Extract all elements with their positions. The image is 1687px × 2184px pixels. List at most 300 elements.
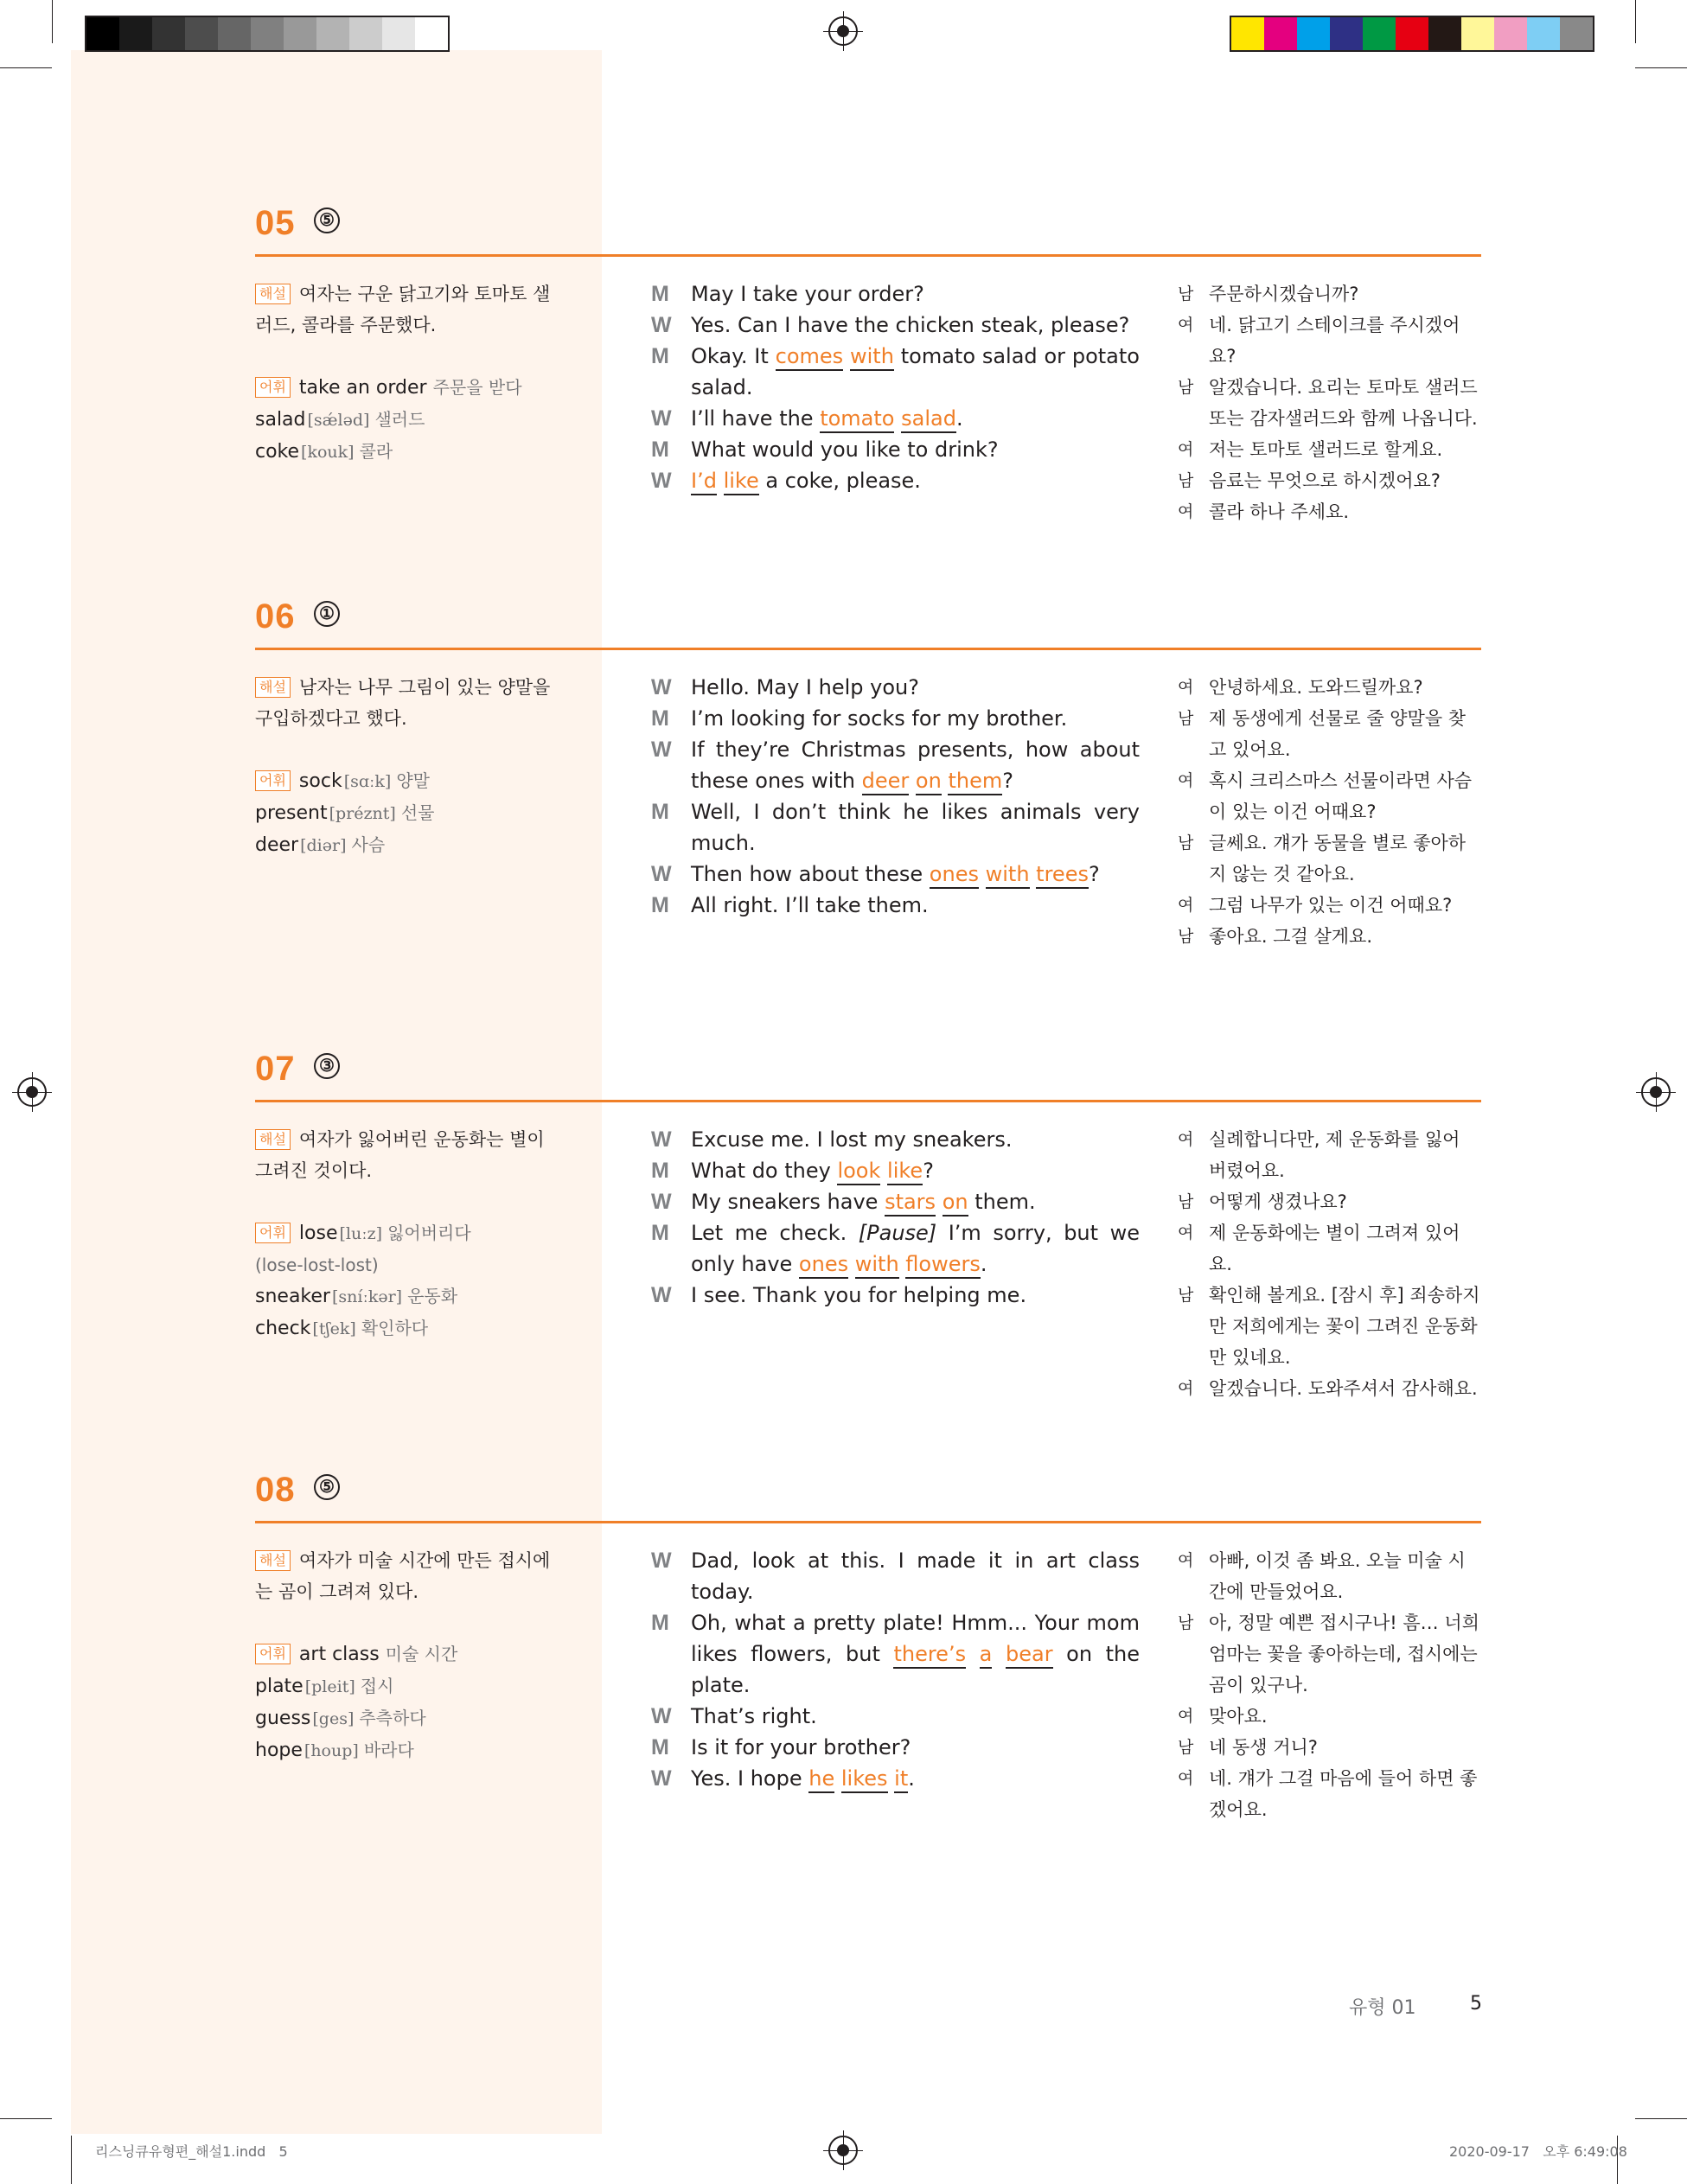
- dialogue-segment: I’ll have the: [691, 406, 821, 431]
- registration-mark-bottom: [828, 2136, 858, 2165]
- slug-datetime: 2020-09-17 오후 6:49:08: [1449, 2143, 1627, 2160]
- dialogue-segment: ?: [1002, 769, 1013, 793]
- vocab-meaning: 잃어버리다: [387, 1223, 471, 1243]
- vocab-meaning: 바라다: [363, 1740, 414, 1760]
- dialogue-line: [651, 1701, 1140, 1732]
- speaker-label: W: [651, 406, 672, 431]
- color-swatch: [1428, 17, 1461, 50]
- translation-line: [1178, 703, 1480, 765]
- dialogue-segment: Is it for your brother?: [691, 1735, 911, 1759]
- speaker-label: 여: [1178, 896, 1194, 915]
- translation-text: 콜라 하나 주세요.: [1209, 501, 1350, 522]
- vocab-tag: 어휘: [255, 1644, 291, 1664]
- vocab-meaning: 확인하다: [361, 1318, 429, 1338]
- dialogue-segment: [717, 469, 724, 493]
- dialogue-segment: [909, 769, 916, 793]
- dialogue-line: [651, 703, 1140, 734]
- speaker-label: W: [651, 1283, 672, 1307]
- vocab-item: [255, 1638, 558, 1670]
- vocab-meaning: 샐러드: [374, 409, 425, 430]
- speaker-label: 남: [1178, 1192, 1194, 1211]
- crop-mark: [0, 2118, 52, 2119]
- vocab-item: [255, 765, 558, 797]
- color-swatch: [1231, 17, 1264, 50]
- speaker-label: 여: [1178, 440, 1194, 459]
- vocab-pronunciation: [sǽləd]: [307, 411, 370, 430]
- color-swatch: [1330, 17, 1363, 50]
- korean-translation: [1178, 1545, 1480, 1825]
- speaker-label: 여: [1178, 1551, 1194, 1570]
- dialogue-text: [691, 859, 1140, 890]
- question-section-07: [255, 1050, 1481, 1399]
- translation-text: 아빠, 이것 좀 봐요. 오늘 미술 시간에 만들었어요.: [1209, 1550, 1466, 1602]
- question-section-05: [255, 204, 1481, 522]
- dialogue-script: [651, 278, 1140, 496]
- explanation-tag: 해설: [255, 1129, 291, 1150]
- dialogue-script: [651, 1124, 1140, 1311]
- translation-text: 제 동생에게 선물로 줄 양말을 찾고 있어요.: [1209, 708, 1467, 760]
- speaker-label: 남: [1178, 284, 1194, 303]
- crop-mark: [52, 0, 53, 43]
- dialogue-text: [691, 734, 1140, 796]
- vocab-meaning: 양말: [396, 770, 430, 791]
- answer-mark: ①: [314, 601, 340, 627]
- translation-text: 알겠습니다. 요리는 토마토 샐러드 또는 감자샐러드와 함께 나옵니다.: [1209, 377, 1478, 429]
- vocab-item: [255, 797, 558, 829]
- dialogue-segment: .: [955, 406, 963, 431]
- color-swatch: [1363, 17, 1396, 50]
- translation-text: 네. 걔가 그걸 마음에 들어 하면 좋겠어요.: [1209, 1768, 1478, 1820]
- color-swatch: [1297, 17, 1330, 50]
- dialogue-line: [651, 1545, 1140, 1607]
- dialogue-segment: All right. I’ll take them.: [691, 893, 929, 917]
- dialogue-text: [691, 1217, 1140, 1280]
- translation-text: 알겠습니다. 도와주셔서 감사해요.: [1209, 1378, 1478, 1399]
- vocab-word: salad: [255, 409, 306, 431]
- dialogue-segment: I’m sorry, but we only have: [691, 1221, 1140, 1276]
- translation-line: [1178, 1701, 1480, 1732]
- color-swatch: [1396, 17, 1428, 50]
- crop-mark: [1635, 2118, 1687, 2119]
- translation-text: 실례합니다만, 제 운동화를 잃어 버렸어요.: [1209, 1129, 1460, 1181]
- speaker-label: 여: [1178, 502, 1194, 521]
- speaker-label: 여: [1178, 1130, 1194, 1149]
- blank-answer: a: [980, 1642, 993, 1669]
- translation-text: 제 운동화에는 별이 그려져 있어요.: [1209, 1223, 1460, 1274]
- vocab-item: [255, 1280, 558, 1312]
- color-swatch: [1494, 17, 1527, 50]
- translation-text: 저는 토마토 샐러드로 할게요.: [1209, 439, 1443, 460]
- crop-mark: [71, 2136, 72, 2184]
- dialogue-segment: Let me check.: [691, 1221, 859, 1245]
- dialogue-segment: [880, 1159, 887, 1183]
- dialogue-segment: tomato salad or potato salad.: [691, 344, 1140, 399]
- translation-text: 어떻게 생겼나요?: [1209, 1191, 1347, 1212]
- speaker-label: W: [651, 1704, 672, 1728]
- explanation-tag: 해설: [255, 284, 291, 304]
- speaker-label: 남: [1178, 471, 1194, 490]
- translation-line: [1178, 1373, 1480, 1404]
- vocab-tag: 어휘: [255, 770, 291, 791]
- vocab-word: check: [255, 1318, 311, 1339]
- dialogue-line: [651, 734, 1140, 796]
- translation-line: [1178, 278, 1480, 310]
- speaker-label: M: [651, 437, 669, 462]
- speaker-label: 남: [1178, 378, 1194, 397]
- dialogue-segment: [966, 1642, 980, 1666]
- translation-line: [1178, 1545, 1480, 1607]
- blank-answer: ones: [930, 862, 979, 889]
- vocab-pronunciation: [diər]: [300, 836, 347, 855]
- explanation-tag: 해설: [255, 677, 291, 698]
- vocab-meaning: 운동화: [407, 1286, 458, 1306]
- translation-line: [1178, 372, 1480, 434]
- translation-text: 글쎄요. 걔가 동물을 별로 좋아하지 않는 것 같아요.: [1209, 833, 1467, 884]
- dialogue-line: [651, 1186, 1140, 1217]
- speaker-label: 여: [1178, 1707, 1194, 1726]
- vocab-pronunciation: [préznt]: [329, 804, 396, 823]
- vocab-word: hope: [255, 1740, 303, 1761]
- grayscale-bar: [85, 16, 450, 52]
- explanation-column: [255, 1124, 558, 1344]
- vocab-item: [255, 1734, 558, 1766]
- dialogue-text: [691, 1701, 1140, 1732]
- translation-line: [1178, 890, 1480, 921]
- translation-text: 그럼 나무가 있는 이건 어때요?: [1209, 895, 1453, 916]
- speaker-label: 여: [1178, 771, 1194, 790]
- translation-line: [1178, 921, 1480, 952]
- dialogue-segment: ?: [1088, 862, 1100, 886]
- translation-line: [1178, 496, 1480, 527]
- dialogue-segment: them.: [968, 1190, 1036, 1214]
- blank-answer: salad: [901, 406, 956, 433]
- dialogue-script: [651, 672, 1140, 921]
- vocab-verb-forms: (lose-lost-lost): [255, 1255, 379, 1275]
- blank-answer: on: [943, 1190, 968, 1217]
- speaker-label: M: [651, 344, 669, 368]
- answer-mark: ③: [314, 1053, 340, 1079]
- question-number: 06: [255, 597, 296, 635]
- blank-answer: on: [916, 769, 942, 795]
- dialogue-segment: I see. Thank you for helping me.: [691, 1283, 1027, 1307]
- translation-line: [1178, 434, 1480, 465]
- speaker-label: W: [651, 675, 672, 699]
- blank-answer: it: [894, 1766, 908, 1793]
- vocab-word: art class: [298, 1644, 380, 1665]
- dialogue-line: [651, 278, 1140, 310]
- speaker-label: 남: [1178, 833, 1194, 853]
- speaker-label: M: [651, 1159, 669, 1183]
- color-swatch: [1461, 17, 1494, 50]
- vocab-pronunciation: [houp]: [304, 1741, 359, 1760]
- speaker-label: 남: [1178, 1286, 1194, 1305]
- vocab-meaning: 미술 시간: [385, 1644, 458, 1664]
- translation-text: 안녕하세요. 도와드릴까요?: [1209, 677, 1423, 698]
- speaker-label: M: [651, 800, 669, 824]
- speaker-label: M: [651, 1611, 669, 1635]
- vocab-item: [255, 1702, 558, 1734]
- dialogue-line: [651, 465, 1140, 496]
- dialogue-text: [691, 890, 1140, 921]
- vocab-meaning: 선물: [400, 802, 435, 823]
- vocab-item: [255, 372, 558, 404]
- speaker-label: W: [651, 1549, 672, 1573]
- translation-line: [1178, 1186, 1480, 1217]
- translation-text: 확인해 볼게요. [잠시 후] 죄송하지만 저희에게는 꽃이 그려진 운동화만 있네요.: [1209, 1285, 1480, 1368]
- translation-text: 네 동생 거니?: [1209, 1737, 1318, 1758]
- dialogue-segment: [843, 344, 850, 368]
- speaker-label: 여: [1178, 1379, 1194, 1398]
- answer-mark: ⑤: [314, 1474, 340, 1500]
- dialogue-text: [691, 1763, 1140, 1794]
- explanation-column: [255, 1545, 558, 1766]
- blank-answer: deer: [862, 769, 910, 795]
- dialogue-text: [691, 1155, 1140, 1186]
- vocab-pronunciation: [ges]: [312, 1709, 355, 1728]
- korean-translation: [1178, 278, 1480, 527]
- dialogue-line: [651, 1763, 1140, 1794]
- dialogue-text: [691, 465, 1140, 496]
- translation-line: [1178, 672, 1480, 703]
- translation-line: [1178, 827, 1480, 890]
- question-number: 05: [255, 204, 296, 242]
- dialogue-segment: Yes. Can I have the chicken steak, please?: [691, 313, 1130, 337]
- korean-translation: [1178, 672, 1480, 952]
- dialogue-segment: a coke, please.: [758, 469, 921, 493]
- dialogue-segment: .: [980, 1252, 987, 1276]
- explanation-tag: 해설: [255, 1550, 291, 1571]
- dialogue-segment: [894, 406, 901, 431]
- color-bar: [1230, 16, 1594, 52]
- vocab-word: deer: [255, 834, 299, 856]
- translation-text: 맞아요.: [1209, 1706, 1268, 1727]
- blank-answer: comes: [776, 344, 844, 371]
- registration-mark-left: [17, 1077, 47, 1107]
- dialogue-text: [691, 1545, 1140, 1607]
- dialogue-text: [691, 310, 1140, 341]
- dialogue-segment: Then how about these: [691, 862, 930, 886]
- vocab-item: [255, 436, 558, 468]
- vocab-list: [255, 372, 558, 468]
- explanation-column: [255, 278, 558, 468]
- dialogue-segment: [834, 1766, 841, 1791]
- question-number: 08: [255, 1471, 296, 1509]
- vocab-meaning: 콜라: [359, 441, 393, 462]
- dialogue-segment: Well, I don’t think he likes animals very much.: [691, 800, 1140, 855]
- dialogue-text: [691, 341, 1140, 403]
- vocab-word: present: [255, 802, 328, 824]
- blank-answer: trees: [1036, 862, 1089, 889]
- translation-text: 음료는 무엇으로 하시겠어요?: [1209, 470, 1441, 491]
- vocab-pronunciation: [sɑːk]: [343, 772, 392, 791]
- page-number: 5: [1470, 1993, 1482, 2015]
- dialogue-text: [691, 703, 1140, 734]
- vocab-word: take an order: [298, 377, 427, 399]
- dialogue-line: [651, 403, 1140, 434]
- vocab-item: [255, 1670, 558, 1702]
- translation-text: 주문하시겠습니까?: [1209, 284, 1359, 304]
- korean-translation: [1178, 1124, 1480, 1404]
- blank-answer: flowers: [905, 1252, 981, 1279]
- blank-answer: likes: [841, 1766, 888, 1793]
- vocab-list: [255, 1638, 558, 1766]
- translation-line: [1178, 1124, 1480, 1186]
- section-divider: [255, 1521, 1481, 1523]
- dialogue-segment: [979, 862, 986, 886]
- dialogue-text: [691, 672, 1140, 703]
- vocab-tag: 어휘: [255, 377, 291, 398]
- dialogue-segment: Hello. May I help you?: [691, 675, 919, 699]
- registration-mark-right: [1641, 1077, 1671, 1107]
- blank-answer: stars: [885, 1190, 936, 1217]
- stage-direction: [Pause]: [858, 1221, 937, 1245]
- dialogue-segment: Yes. I hope: [691, 1766, 809, 1791]
- dialogue-line: [651, 434, 1140, 465]
- speaker-label: 남: [1178, 927, 1194, 946]
- speaker-label: M: [651, 282, 669, 306]
- dialogue-segment: What do they: [691, 1159, 838, 1183]
- blank-answer: with: [855, 1252, 899, 1279]
- dialogue-segment: .: [908, 1766, 915, 1791]
- speaker-label: 여: [1178, 1223, 1194, 1242]
- dialogue-line: [651, 1732, 1140, 1763]
- dialogue-line: [651, 341, 1140, 403]
- section-divider: [255, 1100, 1481, 1102]
- section-divider: [255, 254, 1481, 257]
- question-number: 07: [255, 1050, 296, 1088]
- dialogue-text: [691, 796, 1140, 859]
- dialogue-line: [651, 1155, 1140, 1186]
- blank-answer: ones: [799, 1252, 848, 1279]
- speaker-label: 여: [1178, 316, 1194, 335]
- vocab-item: [255, 829, 558, 861]
- vocab-pronunciation: [pleit]: [304, 1677, 355, 1696]
- speaker-label: W: [651, 469, 672, 493]
- dialogue-line: [651, 1607, 1140, 1701]
- dialogue-line: [651, 796, 1140, 859]
- dialogue-segment: May I take your order?: [691, 282, 924, 306]
- dialogue-text: [691, 434, 1140, 465]
- question-section-06: [255, 597, 1481, 947]
- footer-category: 유형 01: [1349, 1997, 1416, 2019]
- vocab-list: [255, 765, 558, 861]
- color-swatch: [1264, 17, 1297, 50]
- question-section-08: [255, 1471, 1481, 1820]
- speaker-label: M: [651, 1735, 669, 1759]
- speaker-label: 남: [1178, 709, 1194, 728]
- dialogue-line: [651, 859, 1140, 890]
- dialogue-text: [691, 1186, 1140, 1217]
- vocab-meaning: 사슴: [351, 834, 386, 855]
- section-divider: [255, 648, 1481, 650]
- blank-answer: tomato: [820, 406, 894, 433]
- registration-mark-top: [828, 16, 858, 46]
- dialogue-segment: My sneakers have: [691, 1190, 885, 1214]
- dialogue-segment: ?: [923, 1159, 934, 1183]
- dialogue-segment: Okay. It: [691, 344, 776, 368]
- speaker-label: M: [651, 1221, 669, 1245]
- translation-line: [1178, 765, 1480, 827]
- vocab-meaning: 추측하다: [359, 1708, 426, 1728]
- color-swatch: [1527, 17, 1560, 50]
- dialogue-text: [691, 1280, 1140, 1311]
- blank-answer: with: [850, 344, 894, 371]
- dialogue-text: [691, 1607, 1140, 1701]
- speaker-label: M: [651, 706, 669, 731]
- blank-answer: with: [986, 862, 1030, 889]
- vocab-item: [255, 1312, 558, 1344]
- crop-mark: [1635, 67, 1687, 68]
- dialogue-segment: [848, 1252, 855, 1276]
- blank-answer: look: [837, 1159, 880, 1185]
- dialogue-text: [691, 1732, 1140, 1763]
- explanation-text: 여자가 잃어버린 운동화는 별이 그려진 것이다.: [255, 1129, 545, 1181]
- vocab-item: [255, 1217, 558, 1249]
- speaker-label: W: [651, 738, 672, 762]
- vocab-list: [255, 1217, 558, 1344]
- slug-filename: 리스닝큐유형편_해설1.indd 5: [95, 2143, 288, 2160]
- dialogue-segment: If they’re Christmas presents, how about these ones with: [691, 738, 1140, 793]
- vocab-meaning: 주문을 받다: [432, 377, 522, 398]
- translation-line: [1178, 310, 1480, 372]
- dialogue-line: [651, 890, 1140, 921]
- vocab-pronunciation: [tʃek]: [312, 1319, 356, 1338]
- answer-mark: ⑤: [314, 208, 340, 233]
- vocab-tag: 어휘: [255, 1223, 291, 1243]
- blank-answer: there’s: [893, 1642, 966, 1669]
- dialogue-line: [651, 1124, 1140, 1155]
- blank-answer: he: [808, 1766, 834, 1793]
- blank-answer: bear: [1006, 1642, 1053, 1669]
- translation-line: [1178, 1732, 1480, 1763]
- explanation-text: 여자가 미술 시간에 만든 접시에는 곰이 그려져 있다.: [255, 1550, 551, 1602]
- vocab-word: lose: [298, 1223, 338, 1244]
- color-swatch: [1560, 17, 1593, 50]
- translation-line: [1178, 1280, 1480, 1373]
- translation-line: [1178, 1217, 1480, 1280]
- dialogue-script: [651, 1545, 1140, 1794]
- vocab-pronunciation: [luːz]: [339, 1224, 383, 1243]
- speaker-label: W: [651, 1766, 672, 1791]
- dialogue-text: [691, 403, 1140, 434]
- dialogue-line: [651, 1280, 1140, 1311]
- vocab-word: coke: [255, 441, 300, 463]
- vocab-meaning: 접시: [360, 1676, 394, 1696]
- crop-mark: [1635, 0, 1636, 43]
- translation-line: [1178, 1607, 1480, 1701]
- vocab-word: sneaker: [255, 1286, 330, 1307]
- vocab-item: [255, 404, 558, 436]
- crop-mark: [0, 67, 52, 68]
- explanation-text: 여자는 구운 닭고기와 토마토 샐러드, 콜라를 주문했다.: [255, 284, 551, 335]
- translation-line: [1178, 1763, 1480, 1825]
- vocab-word: plate: [255, 1676, 304, 1697]
- speaker-label: W: [651, 862, 672, 886]
- dialogue-segment: Excuse me. I lost my sneakers.: [691, 1127, 1013, 1152]
- blank-answer: like: [887, 1159, 923, 1185]
- explanation-text: 남자는 나무 그림이 있는 양말을 구입하겠다고 했다.: [255, 677, 551, 729]
- translation-text: 혹시 크리스마스 선물이라면 사슴이 있는 이건 어때요?: [1209, 770, 1473, 822]
- speaker-label: W: [651, 313, 672, 337]
- explanation-column: [255, 672, 558, 861]
- speaker-label: 남: [1178, 1613, 1194, 1632]
- dialogue-text: [691, 278, 1140, 310]
- dialogue-segment: [992, 1642, 1006, 1666]
- speaker-label: W: [651, 1127, 672, 1152]
- dialogue-text: [691, 1124, 1140, 1155]
- speaker-label: 여: [1178, 678, 1194, 697]
- blank-answer: like: [724, 469, 759, 495]
